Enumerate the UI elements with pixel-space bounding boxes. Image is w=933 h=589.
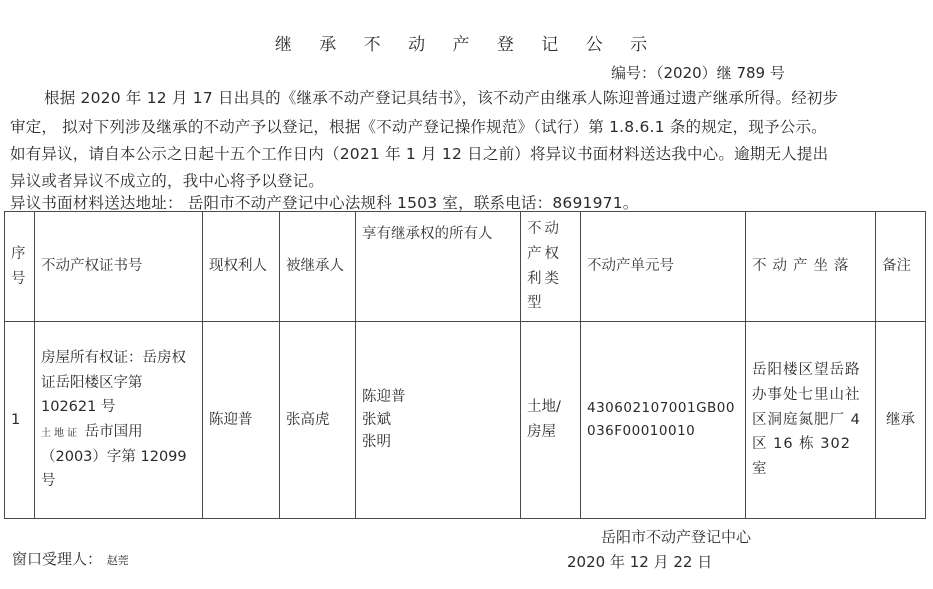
table-header-row (5, 212, 926, 322)
window-receiver (12, 548, 129, 569)
objection-address-line: 异议书面材料送达地址： 岳阳市不动产登记中心法规科 1503 室，联系电话：8691971。 (10, 194, 639, 212)
paragraph-line-1: 根据 2020 年 12 月 17 日出具的《继承不动产登记具结书》，该不动产由继承人陈迎普通过遗产继承所得。经初步 (44, 89, 839, 107)
heir-2: 张斌 (362, 411, 391, 428)
cell-heirs (356, 322, 521, 519)
cert-line-1: 房屋所有权证：岳房权证岳阳楼区字第 102621 号 (41, 350, 186, 416)
cell-seq: 1 (5, 322, 35, 519)
paragraph-line-4: 异议或者异议不成立的，我中心将予以登记。 (10, 172, 325, 190)
heir-1: 陈迎普 (362, 389, 406, 406)
header-heirs: 享有继承权的所有人 (356, 212, 521, 322)
header-remark: 备注 (876, 212, 926, 322)
header-holder: 现权利人 (203, 212, 280, 322)
issuing-center-name: 岳阳市不动产登记中心 (601, 528, 752, 546)
cell-cert-no (35, 322, 203, 519)
notice-date: 2020 年 12 月 22 日 (567, 553, 713, 571)
notice-title: 继 承 不 动 产 登 记 公 示 (274, 35, 659, 55)
table-row (5, 322, 926, 519)
document-number: 编号：（2020）继 789 号 (611, 64, 785, 82)
cell-remark: 继承 (876, 322, 926, 519)
paragraph-line-3: 如有异议，请自本公示之日起十五个工作日内（2021 年 1 月 12 日之前）将异议书面材料送达我中心。逾期无人提出 (10, 145, 829, 163)
header-unit-no: 不动产单元号 (581, 212, 746, 322)
cell-unit-no: 430602107001GB00036F00010010 (581, 322, 746, 519)
header-deceased: 被继承人 (280, 212, 356, 322)
cert-land-prefix: 土地证 (41, 428, 80, 439)
header-location: 不动产坐落 (746, 212, 876, 322)
cert-line-2: 岳市国用（2003）字第 12099 号 (41, 424, 187, 490)
registration-table (4, 211, 926, 519)
cell-location: 岳阳楼区望岳路办事处七里山社区洞庭氮肥厂 4 区 16 栋 302 室 (746, 322, 876, 519)
header-cert-no: 不动产权证书号 (35, 212, 203, 322)
receiver-label: 窗口受理人： (12, 550, 103, 568)
header-right-type: 不动产权利类型 (521, 212, 581, 322)
paragraph-line-2: 审定， 拟对下列涉及继承的不动产予以登记，根据《不动产登记操作规范》（试行）第 1.8.6.1 条的规定，现予公示。 (10, 118, 827, 136)
cell-holder: 陈迎普 (203, 322, 280, 519)
cell-deceased: 张高虎 (280, 322, 356, 519)
header-seq: 序号 (5, 212, 35, 322)
cell-right-type: 土地/房屋 (521, 322, 581, 519)
receiver-name: 赵莞 (106, 554, 129, 567)
heir-3: 张明 (362, 434, 391, 451)
